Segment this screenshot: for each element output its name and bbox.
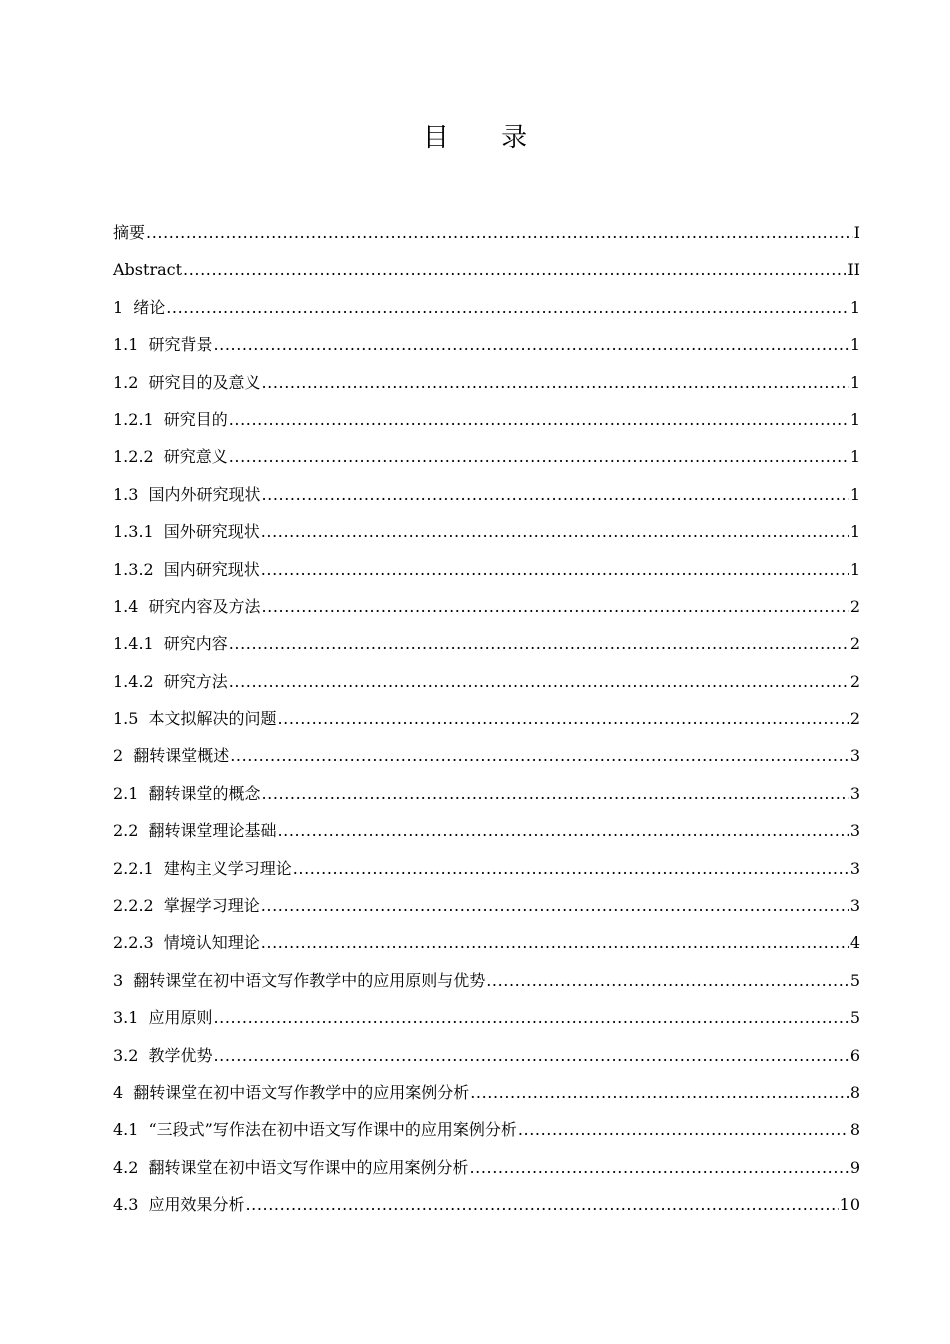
toc-entry-page: 3 [849, 783, 860, 803]
toc-entry-page: II [847, 260, 860, 280]
toc-entry-page: 5 [849, 970, 860, 990]
toc-entry-page: 1 [849, 447, 860, 467]
toc-entry-page: 6 [849, 1045, 860, 1065]
toc-entry[interactable] [113, 289, 860, 326]
toc-dot-leader [261, 513, 849, 550]
toc-entry-number: 1.4.1 [113, 634, 154, 654]
toc-entry-text: 研究方法 [163, 671, 228, 691]
toc-entry[interactable] [113, 588, 860, 625]
toc-entry[interactable] [113, 364, 860, 401]
toc-entry[interactable] [113, 887, 860, 924]
toc-entry-number: 3 [113, 970, 124, 990]
toc-entry[interactable] [113, 326, 860, 363]
toc-entry-page: 3 [849, 858, 860, 878]
toc-entry-page: 5 [849, 1008, 860, 1028]
toc-list [113, 214, 860, 1224]
toc-entry[interactable] [113, 999, 860, 1036]
toc-entry[interactable] [113, 401, 860, 438]
toc-entry-page: 1 [849, 335, 860, 355]
toc-dot-leader [261, 364, 848, 401]
toc-dot-leader [146, 214, 853, 251]
toc-entry-text: 掌握学习理论 [163, 896, 260, 916]
toc-entry-text: 研究意义 [163, 447, 228, 467]
toc-entry-number: 2.2.2 [113, 896, 154, 916]
toc-entry-number: 1.2 [113, 372, 139, 392]
toc-entry-number: 1.3.1 [113, 522, 154, 542]
toc-entry-text: Abstract [113, 260, 183, 280]
toc-dot-leader [245, 1186, 838, 1223]
toc-entry-page: 1 [849, 409, 860, 429]
toc-entry[interactable] [113, 251, 860, 288]
toc-entry[interactable] [113, 663, 860, 700]
toc-entry-page: 3 [849, 821, 860, 841]
toc-entry-text: 翻转课堂概述 [133, 746, 230, 766]
toc-entry-page: 1 [849, 297, 860, 317]
toc-entry-page: I [853, 222, 860, 242]
toc-dot-leader [261, 887, 849, 924]
toc-dot-leader [261, 775, 848, 812]
toc-entry-text: 翻转课堂在初中语文写作课中的应用案例分析 [148, 1157, 469, 1177]
toc-entry-text: 国内外研究现状 [148, 484, 261, 504]
toc-dot-leader [183, 251, 846, 288]
toc-entry[interactable] [113, 812, 860, 849]
toc-entry-page: 2 [849, 709, 860, 729]
toc-entry-number: 4.2 [113, 1157, 139, 1177]
toc-entry-text: 翻转课堂在初中语文写作教学中的应用案例分析 [133, 1082, 470, 1102]
toc-entry-page: 4 [849, 933, 860, 953]
toc-dot-leader [518, 1111, 849, 1148]
toc-dot-leader [277, 812, 848, 849]
toc-entry-text: “三段式”写作法在初中语文写作课中的应用案例分析 [148, 1120, 517, 1140]
toc-entry-text: 本文拟解决的问题 [148, 709, 277, 729]
toc-entry-number: 3.2 [113, 1045, 139, 1065]
toc-entry[interactable] [113, 1074, 860, 1111]
toc-dot-leader [213, 326, 848, 363]
toc-entry-text: 绪论 [133, 297, 166, 317]
toc-entry-page: 8 [849, 1120, 860, 1140]
toc-dot-leader [261, 588, 848, 625]
toc-entry-number: 1.2.1 [113, 409, 154, 429]
toc-entry[interactable] [113, 1111, 860, 1148]
toc-entry-text: 应用原则 [148, 1008, 213, 1028]
toc-entry-page: 2 [849, 671, 860, 691]
toc-dot-leader [230, 737, 849, 774]
toc-entry-page: 1 [849, 559, 860, 579]
toc-entry-number: 1.5 [113, 709, 139, 729]
toc-entry[interactable] [113, 924, 860, 961]
toc-entry[interactable] [113, 438, 860, 475]
toc-entry[interactable] [113, 1186, 860, 1223]
toc-dot-leader [470, 1074, 849, 1111]
toc-entry[interactable] [113, 551, 860, 588]
toc-dot-leader [261, 551, 849, 588]
toc-entry-page: 3 [849, 746, 860, 766]
toc-dot-leader [261, 476, 848, 513]
toc-entry-text: 翻转课堂理论基础 [148, 821, 277, 841]
toc-entry[interactable] [113, 737, 860, 774]
toc-entry-number: 2 [113, 746, 124, 766]
toc-entry-number: 1.1 [113, 335, 139, 355]
toc-dot-leader [469, 1149, 848, 1186]
toc-dot-leader [229, 625, 849, 662]
toc-entry-number: 1.4 [113, 596, 139, 616]
toc-entry[interactable] [113, 476, 860, 513]
toc-dot-leader [293, 850, 849, 887]
toc-entry-number: 2.2.3 [113, 933, 154, 953]
toc-entry-page: 8 [849, 1082, 860, 1102]
toc-entry[interactable] [113, 1037, 860, 1074]
toc-entry-text: 研究内容及方法 [148, 596, 261, 616]
toc-entry-text: 教学优势 [148, 1045, 213, 1065]
toc-entry-page: 2 [849, 634, 860, 654]
toc-entry-text: 研究目的及意义 [148, 372, 261, 392]
toc-entry-page: 10 [839, 1195, 860, 1215]
toc-dot-leader [229, 401, 849, 438]
toc-title: 目 录 [422, 123, 550, 153]
toc-entry-number: 4 [113, 1082, 124, 1102]
toc-entry-number: 1.4.2 [113, 671, 154, 691]
toc-entry-text: 应用效果分析 [148, 1195, 245, 1215]
toc-entry-number: 1.3.2 [113, 559, 154, 579]
toc-dot-leader [261, 924, 849, 961]
toc-entry-number: 2.1 [113, 783, 139, 803]
toc-entry-text: 研究内容 [163, 634, 228, 654]
toc-entry-text: 翻转课堂的概念 [148, 783, 261, 803]
toc-entry-number: 1.3 [113, 484, 139, 504]
toc-dot-leader [213, 1037, 848, 1074]
toc-entry[interactable] [113, 962, 860, 999]
toc-dot-leader [277, 700, 848, 737]
toc-entry[interactable] [113, 1149, 860, 1186]
toc-entry-text: 摘要 [113, 222, 146, 242]
toc-entry[interactable] [113, 513, 860, 550]
toc-dot-leader [166, 289, 849, 326]
toc-dot-leader [213, 999, 848, 1036]
toc-entry-text: 研究目的 [163, 409, 228, 429]
toc-entry[interactable] [113, 775, 860, 812]
toc-entry-page: 1 [849, 522, 860, 542]
toc-entry-text: 国外研究现状 [163, 522, 260, 542]
toc-entry[interactable] [113, 214, 860, 251]
toc-entry[interactable] [113, 625, 860, 662]
toc-entry-page: 9 [849, 1157, 860, 1177]
toc-entry-number: 4.3 [113, 1195, 139, 1215]
toc-entry-text: 情境认知理论 [163, 933, 260, 953]
toc-entry-page: 1 [849, 484, 860, 504]
toc-entry-number: 1 [113, 297, 124, 317]
toc-entry[interactable] [113, 700, 860, 737]
toc-entry-number: 2.2.1 [113, 858, 154, 878]
toc-entry-number: 1.2.2 [113, 447, 154, 467]
toc-entry-number: 2.2 [113, 821, 139, 841]
toc-entry-number: 4.1 [113, 1120, 139, 1140]
toc-entry[interactable] [113, 850, 860, 887]
toc-entry-page: 3 [849, 896, 860, 916]
toc-entry-text: 研究背景 [148, 335, 213, 355]
toc-dot-leader [486, 962, 849, 999]
toc-dot-leader [229, 663, 849, 700]
toc-entry-text: 建构主义学习理论 [163, 858, 292, 878]
toc-dot-leader [229, 438, 849, 475]
toc-entry-number: 3.1 [113, 1008, 139, 1028]
toc-entry-text: 国内研究现状 [163, 559, 260, 579]
toc-entry-page: 1 [849, 372, 860, 392]
toc-entry-text: 翻转课堂在初中语文写作教学中的应用原则与优势 [133, 970, 486, 990]
toc-entry-page: 2 [849, 596, 860, 616]
